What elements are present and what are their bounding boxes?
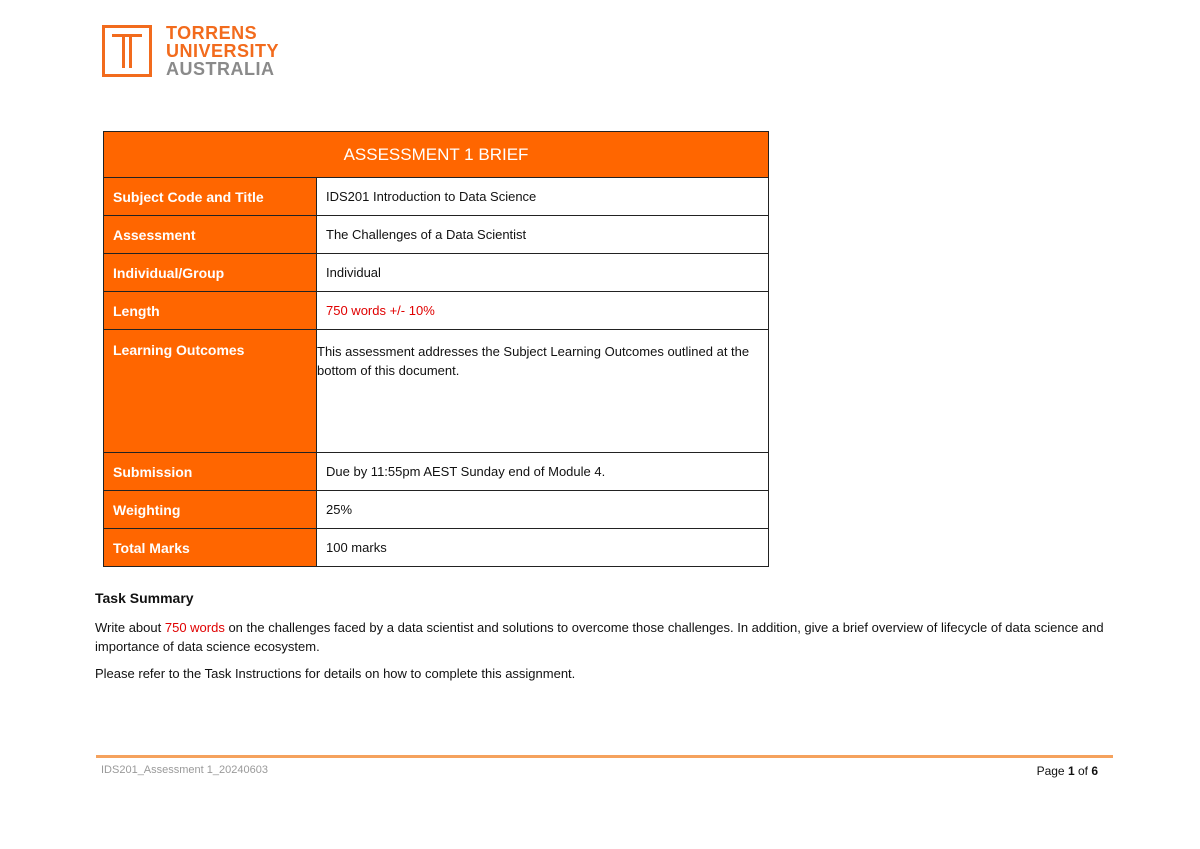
brief-header-row — [104, 132, 769, 178]
task-summary-heading: Task Summary — [95, 590, 194, 606]
university-logo — [102, 24, 279, 78]
logo-line-1: TORRENS — [166, 23, 258, 43]
brief-label: Assessment — [104, 216, 317, 254]
task-summary-section — [95, 589, 1135, 691]
brief-row-weighting — [104, 491, 769, 529]
task-text-start: Write about — [95, 620, 165, 635]
torrens-t-icon — [102, 25, 152, 77]
word-count-highlight: 750 words — [164, 620, 225, 635]
brief-row-individual-group — [104, 254, 769, 292]
brief-label: Total Marks — [104, 529, 317, 567]
task-text-end: on the challenges faced by a data scientist and solutions to overcome those challenges. In addition, give a brief overview of lifecycle of data science and importance of data science ecosystem. — [95, 620, 1104, 654]
brief-label: Individual/Group — [104, 254, 317, 292]
page-number — [1037, 764, 1098, 778]
brief-value: 25% — [317, 491, 769, 529]
logo-line-3: AUSTRALIA — [166, 59, 275, 79]
brief-row-subject — [104, 178, 769, 216]
brief-title: ASSESSMENT 1 BRIEF — [104, 132, 769, 178]
task-instructions-note: Please refer to the Task Instructions for details on how to complete this assignment. — [95, 666, 576, 681]
brief-value: 750 words +/- 10% — [317, 292, 769, 330]
page-of: of — [1074, 764, 1092, 778]
brief-value: 100 marks — [317, 529, 769, 567]
brief-row-length — [104, 292, 769, 330]
logo-wordmark — [166, 24, 279, 78]
brief-value: Individual — [317, 254, 769, 292]
brief-label: Learning Outcomes — [104, 330, 317, 453]
page-prefix: Page — [1036, 764, 1068, 778]
brief-row-learning-outcomes — [104, 330, 769, 453]
brief-value: IDS201 Introduction to Data Science — [317, 178, 769, 216]
task-summary-paragraph — [95, 618, 1135, 656]
brief-label: Length — [104, 292, 317, 330]
brief-value: Due by 11:55pm AEST Sunday end of Module 4. — [317, 453, 769, 491]
brief-label: Submission — [104, 453, 317, 491]
brief-label: Subject Code and Title — [104, 178, 317, 216]
brief-row-submission — [104, 453, 769, 491]
brief-label: Weighting — [104, 491, 317, 529]
page-total: 6 — [1091, 764, 1098, 778]
brief-row-assessment — [104, 216, 769, 254]
page-current: 1 — [1067, 764, 1075, 778]
footer-divider — [96, 755, 1113, 758]
logo-line-2: UNIVERSITY — [166, 41, 280, 61]
brief-value: The Challenges of a Data Scientist — [317, 216, 769, 254]
brief-row-total-marks — [104, 529, 769, 567]
brief-value: This assessment addresses the Subject Learning Outcomes outlined at the bottom of this document. — [317, 330, 769, 453]
assessment-brief-table — [103, 131, 769, 567]
footer-document-id: IDS201_Assessment 1_20240603 — [101, 764, 268, 776]
